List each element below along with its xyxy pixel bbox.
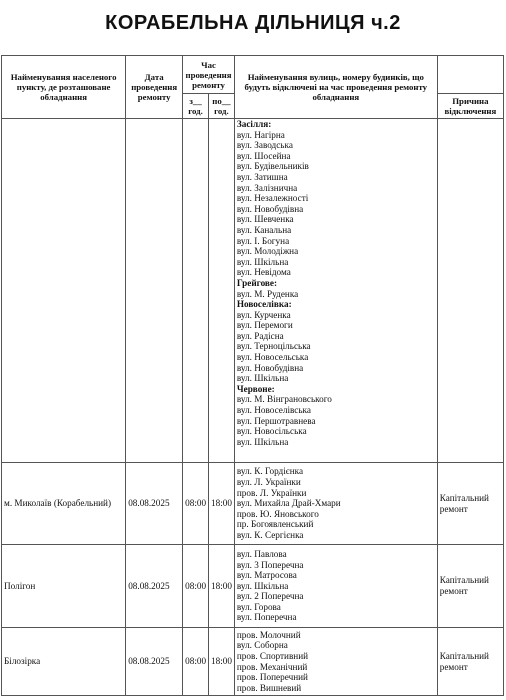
streets-cell <box>234 119 437 463</box>
header-reason: Причина відключення <box>437 94 503 119</box>
village-group-label: Засілля: <box>236 119 272 129</box>
street-item: вул. Новосельська <box>236 352 309 363</box>
street-item: вул. Новобудівна <box>236 362 304 373</box>
street-item: вул. М. Руденка <box>236 288 299 299</box>
street-item: вул. Соборна <box>236 640 288 651</box>
time-from-cell: 08:00 <box>183 463 209 545</box>
time-from-cell: 08:00 <box>183 628 209 696</box>
village-group-label: Червоне: <box>236 383 275 394</box>
table-row <box>2 628 504 696</box>
street-item: вул. Шкільна <box>236 373 289 384</box>
street-item: вул. Л. Українки <box>236 477 301 488</box>
time-to-cell <box>209 119 235 463</box>
street-item: вул. Матросова <box>236 570 297 581</box>
street-item: вул. Шкільна <box>236 580 289 591</box>
street-item: вул. Новосільська <box>236 426 307 437</box>
reason-cell: Капітальний ремонт <box>437 628 503 696</box>
header-time-from: з__ год. <box>183 94 209 119</box>
street-item: пр. Богоявленський <box>236 519 314 530</box>
street-item: вул. Новобудівна <box>236 203 304 214</box>
street-item: вул. Шевченка <box>236 214 294 225</box>
street-item: вул. Шосейна <box>236 150 291 161</box>
streets-cell <box>234 545 437 628</box>
time-from-cell <box>183 119 209 463</box>
street-item: вул. Михайла Драй-Хмари <box>236 498 341 509</box>
header-reason-blank <box>437 56 503 94</box>
street-item: вул. Павлова <box>236 548 287 559</box>
street-item: вул. Горова <box>236 601 281 612</box>
time-to-cell: 18:00 <box>209 463 235 545</box>
table-row <box>2 119 504 463</box>
street-item: вул. Курченка <box>236 309 291 320</box>
streets-cell <box>234 463 437 545</box>
street-item: пров. Ю. Яновського <box>236 508 319 519</box>
date-cell: 08.08.2025 <box>126 463 183 545</box>
street-item: пров. Вишневий <box>236 682 302 693</box>
street-item: вул. К. Гордієнка <box>236 466 304 477</box>
date-cell: 08.08.2025 <box>126 545 183 628</box>
street-item: вул. Затишна <box>236 171 288 182</box>
street-item: вул. І. Богуна <box>236 235 290 246</box>
street-item: вул. Залізнична <box>236 182 298 193</box>
settlement-cell: Полігон <box>2 545 126 628</box>
street-item: вул. Радісна <box>236 330 284 341</box>
settlement-cell <box>2 119 126 463</box>
street-item: пров. Л. Українки <box>236 487 307 498</box>
street-item: вул. Невідома <box>236 267 291 278</box>
street-item: вул. Поперечна <box>236 612 297 623</box>
header-settlement: Найменування населеного пункту, де розташоване обладнання <box>2 56 126 119</box>
street-item: пров. Поперечний <box>236 672 308 683</box>
street-item: вул. Першотравнева <box>236 415 316 426</box>
street-item: вул. Заводська <box>236 140 293 151</box>
street-item: пров. Механічний <box>236 661 308 672</box>
header-time: Час проведення ремонту <box>183 56 235 94</box>
header-streets: Найменування вулиць, номеру будинків, що будуть відключені на час проведення ремонту обладнання <box>234 56 437 119</box>
page-title: КОРАБЕЛЬНА ДІЛЬНИЦЯ ч.2 <box>105 12 401 34</box>
village-group-label: Грейгове: <box>236 277 278 288</box>
street-item: вул. Новоселівська <box>236 405 311 416</box>
settlement-cell: м. Миколаїв (Корабельний) <box>2 463 126 545</box>
street-item: вул. Молодіжна <box>236 246 299 257</box>
reason-cell: Капітальний ремонт <box>437 545 503 628</box>
reason-cell <box>437 119 503 463</box>
header-time-to: по__ год. <box>209 94 235 119</box>
outage-schedule-table <box>1 55 504 696</box>
street-item: вул. Шкільна <box>236 436 289 447</box>
street-item: вул. Терноцільська <box>236 341 311 352</box>
street-item: пров. Спортивний <box>236 650 309 661</box>
table-row <box>2 545 504 628</box>
date-cell: 08.08.2025 <box>126 628 183 696</box>
street-item: вул. Канальна <box>236 224 292 235</box>
street-item: вул. 2 Поперечна <box>236 591 304 602</box>
time-from-cell: 08:00 <box>183 545 209 628</box>
street-item: вул. Перемоги <box>236 320 293 331</box>
header-date: Дата проведення ремонту <box>126 56 183 119</box>
village-group-label: Новоселівка: <box>236 299 292 310</box>
table-row <box>2 463 504 545</box>
reason-cell: Капітальний ремонт <box>437 463 503 545</box>
streets-cell <box>234 628 437 696</box>
street-item: вул. Незалежності <box>236 193 309 204</box>
settlement-cell: Білозірка <box>2 628 126 696</box>
street-item: вул. Шкільна <box>236 256 289 267</box>
street-item: вул. Будівельників <box>236 161 309 172</box>
street-item: вул. К. Сергієнка <box>236 529 304 540</box>
date-cell <box>126 119 183 463</box>
time-to-cell: 18:00 <box>209 628 235 696</box>
street-item: вул. М. Вінграновського <box>236 394 332 405</box>
street-item: вул. 3 Поперечна <box>236 559 304 570</box>
time-to-cell: 18:00 <box>209 545 235 628</box>
street-item: пров. Молочний <box>236 629 301 640</box>
street-item: вул. Нагірна <box>236 129 285 140</box>
